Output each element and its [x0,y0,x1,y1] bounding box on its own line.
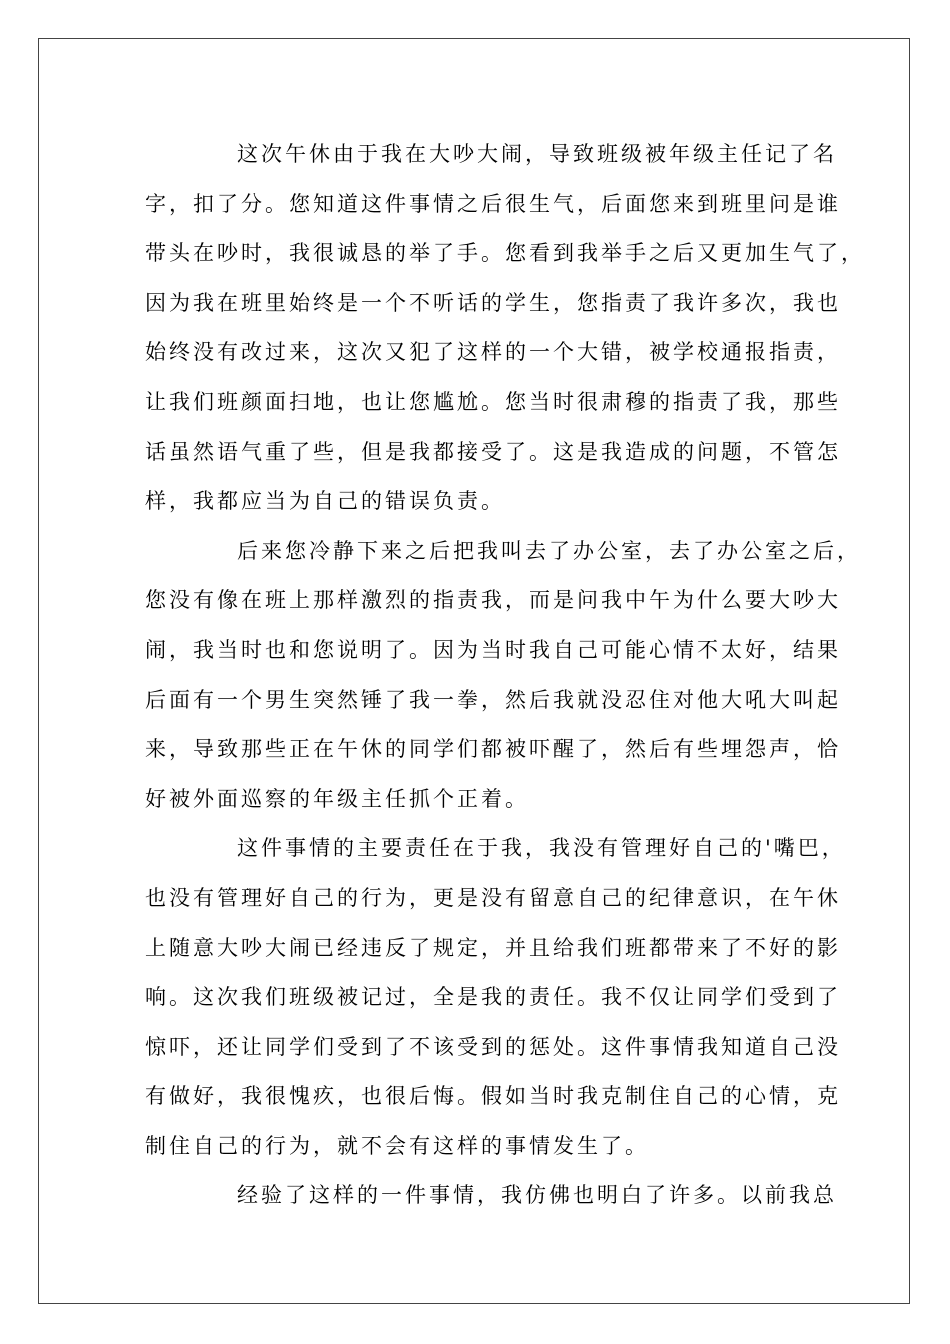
paragraph-1-line-6: 让我们班颜面扫地，也让您尴尬。您当时很肃穆的指责了我，那些 [145,389,841,414]
paragraph-3-line-6: 有做好，我很愧疚，也很后悔。假如当时我克制住自己的心情，克 [145,1084,841,1109]
paragraph-2-line-2: 您没有像在班上那样激烈的指责我，而是问我中午为什么要大吵大 [145,588,841,613]
paragraph-4-line-1: 经验了这样的一件事情，我仿佛也明白了许多。以前我总 [237,1183,837,1208]
paragraph-2-line-5: 来，导致那些正在午休的同学们都被吓醒了，然后有些埋怨声，恰 [145,737,841,762]
paragraph-2-line-4: 后面有一个男生突然锤了我一拳，然后我就没忍住对他大吼大叫起 [145,687,841,712]
paragraph-3-line-4: 响。这次我们班级被记过，全是我的责任。我不仅让同学们受到了 [145,985,841,1010]
paragraph-1-line-1: 这次午休由于我在大吵大闹，导致班级被年级主任记了名 [237,142,837,166]
paragraph-1-line-5: 始终没有改过来，这次又犯了这样的一个大错，被学校通报指责， [145,340,841,365]
paragraph-2-line-1: 后来您冷静下来之后把我叫去了办公室，去了办公室之后， [237,538,861,563]
paragraph-1-line-2: 字，扣了分。您知道这件事情之后很生气，后面您来到班里问是谁 [145,191,841,216]
paragraph-1-line-7: 话虽然语气重了些，但是我都接受了。这是我造成的问题，不管怎 [145,439,841,464]
paragraph-3-line-3: 上随意大吵大闹已经违反了规定，并且给我们班都带来了不好的影 [145,935,841,960]
paragraph-3-line-7: 制住自己的行为，就不会有这样的事情发生了。 [145,1133,649,1158]
paragraph-1-line-8: 样，我都应当为自己的错误负责。 [145,489,505,514]
paragraph-1-line-4: 因为我在班里始终是一个不听话的学生，您指责了我许多次，我也 [145,290,841,315]
paragraph-3-line-5: 惊吓，还让同学们受到了不该受到的惩处。这件事情我知道自己没 [145,1034,841,1059]
paragraph-2-line-3: 闹，我当时也和您说明了。因为当时我自己可能心情不太好，结果 [145,637,841,662]
document-body [145,130,865,1221]
paragraph-1-line-3: 带头在吵时，我很诚恳的举了手。您看到我举手之后又更加生气了， [145,241,865,266]
paragraph-2-line-6: 好被外面巡察的年级主任抓个正着。 [145,786,529,811]
paragraph-3-line-1: 这件事情的主要责任在于我，我没有管理好自己的'嘴巴， [237,836,846,861]
paragraph-3-line-2: 也没有管理好自己的行为，更是没有留意自己的纪律意识，在午休 [145,885,841,910]
